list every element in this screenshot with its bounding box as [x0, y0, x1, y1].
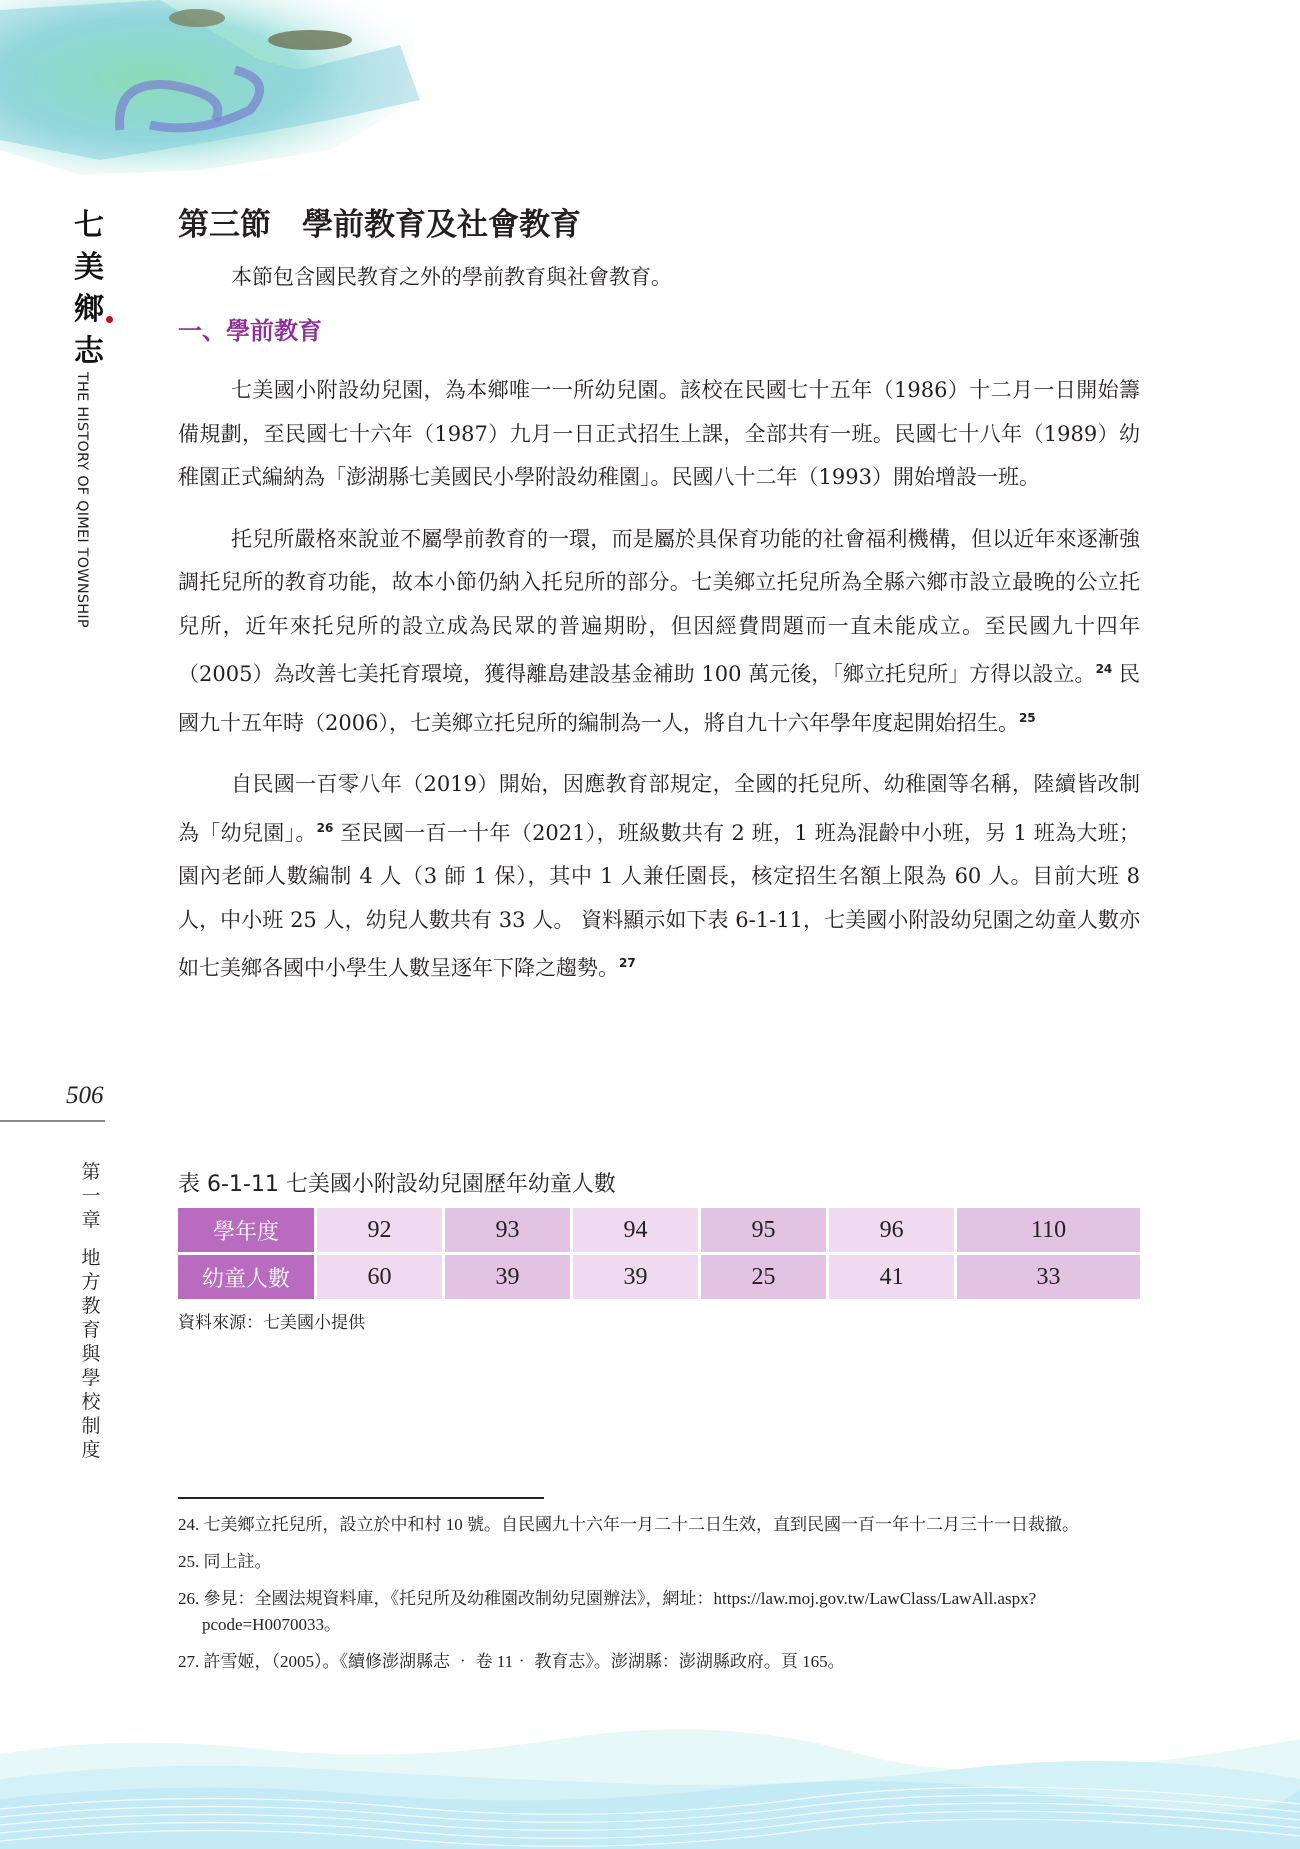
table-cell: 95 [701, 1208, 826, 1252]
table-cell: 93 [445, 1208, 570, 1252]
footnote-ref[interactable]: 25 [1018, 710, 1036, 725]
footnote-ref[interactable]: 24 [1095, 662, 1113, 676]
table-cell: 39 [573, 1255, 698, 1299]
chapter-char: 校 [81, 1391, 101, 1413]
table-cell: 94 [573, 1208, 698, 1252]
table-cell: 39 [445, 1255, 570, 1299]
book-title-char: 七 [74, 208, 104, 243]
chapter-char: 方 [81, 1271, 101, 1293]
chapter-char: 度 [81, 1439, 101, 1461]
chapter-title-vertical [76, 1160, 106, 1462]
table-row-counts [178, 1255, 1140, 1299]
page-number: 506 [66, 1082, 104, 1109]
footnote-27: 27. 許雪姬，（2005）。《續修澎湖縣志 ‧ 卷 11‧ 教育志》。澎湖縣：澎湖縣政府。頁 165。 [178, 1652, 845, 1671]
table-cell: 60 [317, 1255, 442, 1299]
chapter-char: 地 [81, 1247, 101, 1269]
chapter-char: 一 [81, 1185, 101, 1207]
footnote-ref[interactable]: 26 [316, 820, 334, 835]
paragraph-text: 托兒所嚴格來說並不屬學前教育的一環，而是屬於具保育功能的社會福利機構，但以近年來逐漸強調托兒所的教育功能，故本小節仍納入托兒所的部分。七美鄉立托兒所為全縣六鄉市設立最晚的公立托兒所，近年來托兒所的設立成為民眾的普遍期盼，但因經費問題而一直未能成立。至民國九十四年（2005）為改善七美托育環境，獲得離島建設基金補助 100 萬元後，「鄉立托兒所」方得以設立。 [178, 526, 1140, 686]
book-title-vertical [66, 205, 112, 373]
paragraph-1: 七美國小附設幼兒園，為本鄉唯一一所幼兒園。該校在民國七十五年（1986）十二月一日開始籌備規劃，至民國七十六年（1987）九月一日正式招生上課，全部共有一班。民國七十八年（1989）幼稚園正式編納為「澎湖縣七美國民小學附設幼稚園」。民國八十二年（1993）開始增設一班。 [178, 378, 1140, 489]
main-content [178, 200, 1140, 991]
chapter-char: 育 [81, 1319, 101, 1341]
table-caption: 表 6-1-11 七美國小附設幼兒園歷年幼童人數 [178, 1172, 616, 1197]
book-title-char: 美 [74, 250, 104, 285]
chapter-char: 章 [81, 1209, 101, 1231]
footnote-ref[interactable]: 27 [619, 956, 636, 970]
table-cell: 96 [829, 1208, 954, 1252]
book-title-char: 鄉 [74, 292, 104, 327]
footnote-divider [178, 1497, 544, 1499]
paragraph-3 [178, 763, 1140, 991]
chapter-char: 教 [81, 1295, 101, 1317]
footnotes [178, 1512, 1140, 1686]
table-cell: 92 [317, 1208, 442, 1252]
enrollment-table [175, 1205, 1143, 1302]
footnote-26: 26. 參見：全國法規資料庫，《托兒所及幼稚園改制幼兒園辦法》，網址：https://law.moj.gov.tw/LawClass/LawAll.aspx?pcode=H0070033。 [178, 1589, 1037, 1634]
table-cell: 25 [701, 1255, 826, 1299]
book-title-char: 志 [74, 334, 104, 369]
chapter-char: 與 [81, 1343, 101, 1365]
red-dot-ornament [106, 316, 113, 323]
footnote-25: 25. 同上註。 [178, 1552, 272, 1571]
chapter-gap [76, 1232, 106, 1246]
book-title-english: THE HISTORY OF QIMEI TOWNSHIP [74, 372, 90, 628]
paragraph-2 [178, 518, 1140, 746]
paragraph-text: 民國九十五年時（2006），七美鄉立托兒所的編制為一人，將自九十六年學年度起開始招生。 [178, 662, 1140, 735]
table-row-years [178, 1208, 1140, 1252]
table-cell: 33 [957, 1255, 1140, 1299]
page-number-rule [0, 1120, 105, 1122]
subheading: 一、學前教育 [178, 317, 322, 345]
section-title: 第三節 學前教育及社會教育 [178, 207, 581, 243]
paragraph-text: 至民國一百一十年（2021），班級數共有 2 班，1 班為混齡中小班，另 1 班為大班；園內老師人數編制 4 人（3 師 1 保），其中 1 人兼任園長，核定招生名額上限為 60 人。目前大班 8 人，中小班 25 人，幼兒人數共有 33 人。 資料顯示如下表 6-1-11，七美國小附設幼兒園之幼童人數亦如七美鄉各國中小學生人數呈逐年下降之趨勢。 [178, 820, 1141, 980]
table-cell: 110 [957, 1208, 1140, 1252]
chapter-char: 第 [81, 1161, 101, 1183]
chapter-char: 制 [81, 1415, 101, 1437]
table-cell: 41 [829, 1255, 954, 1299]
wave-decoration [0, 1699, 1300, 1849]
footnote-24: 24. 七美鄉立托兒所，設立於中和村 10 號。自民國九十六年一月二十二日生效，直到民國一百一年十二月三十一日裁撤。 [178, 1515, 1079, 1534]
row-header: 幼童人數 [178, 1255, 314, 1299]
row-header: 學年度 [178, 1208, 314, 1252]
watercolor-landscape-decoration [0, 0, 520, 190]
chapter-char: 學 [81, 1367, 101, 1389]
section-intro: 本節包含國民教育之外的學前教育與社會教育。 [231, 265, 672, 289]
paragraph-text: 自民國一百零八年（2019）開始，因應教育部規定，全國的托兒所、幼稚園等名稱，陸續皆改制為「幼兒園」。 [178, 772, 1140, 845]
table-source: 資料來源：七美國小提供 [178, 1313, 365, 1333]
